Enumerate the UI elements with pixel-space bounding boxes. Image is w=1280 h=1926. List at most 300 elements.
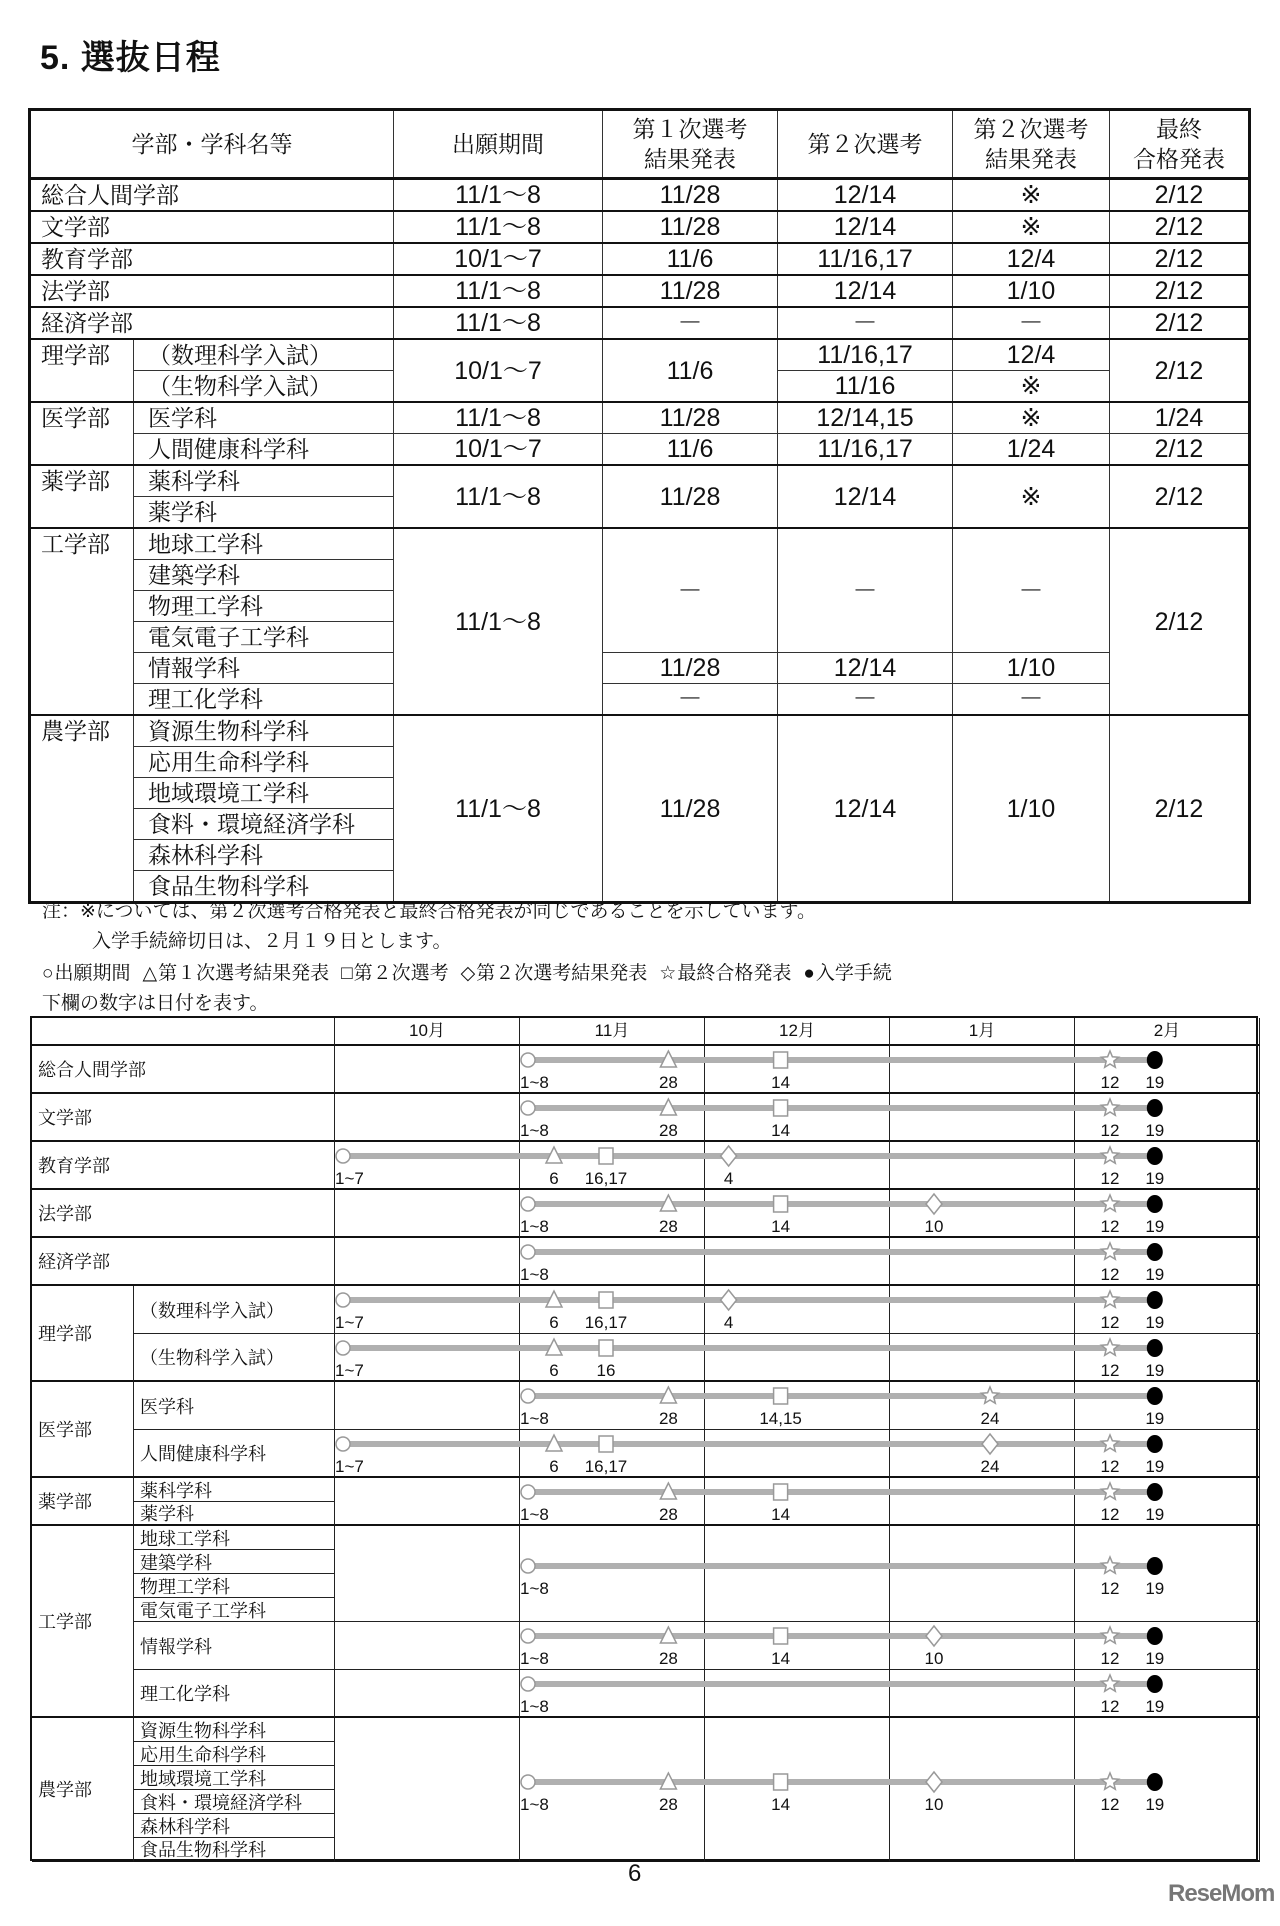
date-label: 19 — [1145, 1579, 1165, 1598]
department-name: 電気電子工学科 — [134, 622, 394, 653]
month-cell — [890, 1430, 1075, 1478]
month-cell — [1075, 1430, 1260, 1478]
date-label: 12 — [1100, 1795, 1120, 1814]
final-cell: 2/12 — [1110, 275, 1250, 307]
department-cell — [134, 1526, 335, 1550]
application-cell: 10/1～7 — [394, 434, 603, 466]
department-name: 情報学科 — [134, 653, 394, 684]
department-cell-label: 建築学科 — [140, 1552, 212, 1573]
department-name: 森林科学科 — [134, 840, 394, 871]
date-label: 12 — [1100, 1073, 1120, 1092]
date-label: 14,15 — [759, 1409, 802, 1428]
month-cell — [520, 1718, 705, 1862]
month-cell — [335, 1142, 520, 1190]
department-cell-label: 薬科学科 — [140, 1480, 212, 1501]
date-label: 6 — [549, 1169, 559, 1188]
table-row — [30, 528, 1250, 560]
date-label: 14 — [771, 1217, 791, 1236]
month-header: 12月 — [705, 1018, 890, 1046]
department-cell-label: 資源生物科学科 — [140, 1720, 266, 1741]
department-cell — [134, 1742, 335, 1766]
final-cell: 2/12 — [1110, 465, 1250, 528]
department-name: （生物科学入試） — [134, 371, 394, 403]
date-label: 10 — [924, 1649, 944, 1668]
month-cell — [1075, 1238, 1260, 1286]
department-cell-label: （数理科学入試） — [140, 1300, 284, 1321]
first-result-cell: 11/6 — [603, 243, 778, 275]
faculty-cell-label: 医学部 — [38, 1420, 92, 1440]
first-result-cell: 11/6 — [603, 434, 778, 466]
table-row — [30, 402, 1250, 434]
month-cell — [890, 1046, 1075, 1094]
faculty-name: 総合人間学部 — [30, 179, 394, 212]
department-cell — [134, 1766, 335, 1790]
month-cell — [705, 1430, 890, 1478]
faculty-cell-label: 教育学部 — [38, 1156, 110, 1176]
date-label: 24 — [980, 1457, 1000, 1476]
second-result-cell: 1/10 — [953, 653, 1110, 684]
second-result-cell: 12/4 — [953, 243, 1110, 275]
final-cell: 2/12 — [1110, 339, 1250, 402]
second-exam-cell: 11/16,17 — [778, 434, 953, 466]
date-label: 6 — [549, 1457, 559, 1476]
department-cell — [134, 1574, 335, 1598]
department-name: 資源生物科学科 — [134, 715, 394, 747]
month-cell — [520, 1286, 705, 1334]
final-cell: 2/12 — [1110, 179, 1250, 212]
second-result-cell: 1/10 — [953, 715, 1110, 903]
month-cell — [890, 1718, 1075, 1862]
month-cell — [890, 1286, 1075, 1334]
date-label: 19 — [1145, 1313, 1165, 1332]
department-cell-label: 情報学科 — [140, 1636, 212, 1657]
month-cell — [520, 1046, 705, 1094]
legend-label: 第２次選考 — [353, 963, 449, 984]
date-label: 1~7 — [335, 1313, 364, 1332]
date-label: 28 — [658, 1409, 678, 1428]
faculty-cell — [32, 1094, 335, 1142]
second-result-cell: 1/10 — [953, 275, 1110, 307]
date-label: 1~8 — [520, 1073, 549, 1092]
faculty-name: 農学部 — [30, 715, 134, 903]
second-result-cell: ※ — [953, 465, 1110, 528]
month-cell — [1075, 1286, 1260, 1334]
table-row — [30, 653, 1250, 684]
department-cell — [134, 1334, 335, 1382]
department-name: 薬科学科 — [134, 465, 394, 497]
month-cell — [335, 1334, 520, 1382]
legend-symbol-icon: △ — [142, 963, 158, 984]
month-cell — [335, 1670, 520, 1718]
month-cell — [1075, 1478, 1260, 1526]
legend-item — [659, 958, 791, 985]
second-exam-cell: 12/14,15 — [778, 402, 953, 434]
application-cell: 11/1～8 — [394, 465, 603, 528]
table-row — [30, 434, 1250, 466]
month-cell — [335, 1094, 520, 1142]
legend — [42, 958, 892, 985]
legend-label: 第１次選考結果発表 — [158, 963, 330, 984]
final-cell: 2/12 — [1110, 307, 1250, 339]
faculty-cell — [32, 1190, 335, 1238]
header-blank — [32, 1018, 335, 1046]
section-title: 5. 選抜日程 — [40, 39, 221, 77]
date-label: 1~7 — [335, 1457, 364, 1476]
second-result-cell: ※ — [953, 371, 1110, 403]
month-cell — [335, 1526, 520, 1622]
department-name: 食品生物科学科 — [134, 871, 394, 903]
date-label: 1~8 — [520, 1795, 549, 1814]
date-label: 4 — [723, 1169, 734, 1188]
faculty-cell — [32, 1238, 335, 1286]
date-label: 1~8 — [520, 1505, 549, 1524]
department-cell-label: 食品生物科学科 — [140, 1840, 266, 1860]
date-label: 12 — [1100, 1265, 1120, 1284]
date-label: 19 — [1145, 1795, 1165, 1814]
first-result-cell: － — [603, 307, 778, 339]
date-label: 12 — [1100, 1505, 1120, 1524]
application-cell: 11/1～8 — [394, 528, 603, 715]
date-label: 28 — [658, 1795, 678, 1814]
faculty-cell-label: 理学部 — [38, 1324, 92, 1344]
month-cell — [705, 1670, 890, 1718]
table-row — [30, 179, 1250, 212]
month-cell — [705, 1286, 890, 1334]
note-deadline: 入学手続締切日は、２月１９日とします。 — [92, 931, 452, 952]
month-cell — [335, 1382, 520, 1430]
final-cell: 2/12 — [1110, 528, 1250, 715]
legend-item — [143, 958, 330, 985]
department-cell — [134, 1718, 335, 1742]
month-cell — [890, 1382, 1075, 1430]
month-cell — [520, 1142, 705, 1190]
month-cell — [520, 1622, 705, 1670]
final-cell: 2/12 — [1110, 211, 1250, 243]
table-row — [30, 307, 1250, 339]
date-label: 12 — [1100, 1169, 1120, 1188]
date-label: 14 — [771, 1505, 791, 1524]
legend-label: 第２次選考結果発表 — [476, 963, 648, 984]
faculty-name: 文学部 — [30, 211, 394, 243]
month-header: 1月 — [890, 1018, 1075, 1046]
timeline-chart — [30, 1016, 1258, 1861]
department-cell-label: 地球工学科 — [140, 1528, 230, 1549]
date-label: 28 — [658, 1073, 678, 1092]
second-exam-cell: 12/14 — [778, 653, 953, 684]
header-second-result: 第２次選考 結果発表 — [953, 110, 1110, 179]
department-cell-label: 電気電子工学科 — [140, 1600, 266, 1621]
second-exam-cell: － — [778, 528, 953, 653]
faculty-cell-label: 法学部 — [38, 1204, 92, 1224]
faculty-cell — [32, 1142, 335, 1190]
month-cell — [520, 1478, 705, 1526]
department-cell-label: 医学科 — [140, 1396, 194, 1417]
month-cell — [705, 1142, 890, 1190]
second-exam-cell: 12/14 — [778, 465, 953, 528]
legend-symbol-icon: ● — [803, 963, 815, 984]
month-cell — [335, 1430, 520, 1478]
department-name: 医学科 — [134, 402, 394, 434]
legend-item — [461, 958, 648, 985]
date-label: 14 — [771, 1649, 791, 1668]
page-number: 6 — [628, 1860, 642, 1887]
legend-item — [803, 958, 892, 985]
faculty-name: 薬学部 — [30, 465, 134, 528]
date-label: 1~8 — [520, 1217, 549, 1236]
legend-label: 出願期間 — [54, 963, 131, 984]
month-cell — [890, 1238, 1075, 1286]
department-cell — [134, 1286, 335, 1334]
month-cell — [335, 1238, 520, 1286]
legend-label: 入学手続 — [815, 963, 892, 984]
month-cell — [1075, 1718, 1260, 1862]
second-exam-cell: 11/16,17 — [778, 339, 953, 371]
first-result-cell: － — [603, 684, 778, 716]
date-label: 12 — [1100, 1361, 1120, 1380]
date-label: 28 — [658, 1121, 678, 1140]
month-cell — [520, 1094, 705, 1142]
month-cell — [335, 1286, 520, 1334]
month-cell — [705, 1718, 890, 1862]
month-cell — [890, 1094, 1075, 1142]
month-header: 2月 — [1075, 1018, 1260, 1046]
month-cell — [520, 1238, 705, 1286]
faculty-cell-label: 薬学部 — [38, 1492, 92, 1512]
legend-symbol-icon: □ — [341, 963, 353, 984]
month-cell — [705, 1094, 890, 1142]
date-label: 16 — [596, 1361, 616, 1380]
application-cell: 11/1～8 — [394, 179, 603, 212]
month-cell — [1075, 1670, 1260, 1718]
date-label: 19 — [1145, 1121, 1165, 1140]
month-cell — [705, 1622, 890, 1670]
department-cell-label: 薬学科 — [140, 1504, 194, 1524]
department-name: 理工化学科 — [134, 684, 394, 716]
date-label: 24 — [980, 1409, 1000, 1428]
faculty-name: 工学部 — [30, 528, 134, 715]
month-cell — [520, 1382, 705, 1430]
month-cell — [335, 1718, 520, 1862]
first-result-cell: 11/28 — [603, 653, 778, 684]
second-exam-cell: 11/16,17 — [778, 243, 953, 275]
date-label: 28 — [658, 1217, 678, 1236]
department-name: 人間健康科学科 — [134, 434, 394, 466]
month-cell — [520, 1526, 705, 1622]
faculty-cell-label: 経済学部 — [38, 1252, 110, 1272]
header-second-exam: 第２次選考 — [778, 110, 953, 179]
faculty-cell — [32, 1718, 134, 1862]
department-cell-label: （生物科学入試） — [140, 1348, 284, 1368]
department-cell — [134, 1838, 335, 1862]
first-result-cell: 11/28 — [603, 211, 778, 243]
faculty-name: 法学部 — [30, 275, 394, 307]
date-label: 12 — [1100, 1579, 1120, 1598]
date-label: 4 — [723, 1313, 734, 1332]
legend-symbol-icon: ☆ — [659, 963, 677, 984]
second-result-cell: － — [953, 307, 1110, 339]
second-exam-cell: 12/14 — [778, 179, 953, 212]
department-name: 物理工学科 — [134, 591, 394, 622]
second-exam-cell: － — [778, 684, 953, 716]
application-cell: 11/1～8 — [394, 402, 603, 434]
date-label: 19 — [1145, 1457, 1165, 1476]
date-label: 28 — [658, 1505, 678, 1524]
faculty-cell — [32, 1526, 134, 1718]
department-name: （数理科学入試） — [134, 339, 394, 371]
header-first-result: 第１次選考 結果発表 — [603, 110, 778, 179]
date-label: 19 — [1145, 1169, 1165, 1188]
month-cell — [1075, 1382, 1260, 1430]
month-cell — [520, 1190, 705, 1238]
application-cell: 11/1～8 — [394, 275, 603, 307]
date-label: 16,17 — [584, 1457, 628, 1476]
faculty-name: 経済学部 — [30, 307, 394, 339]
month-cell — [1075, 1190, 1260, 1238]
second-result-cell: － — [953, 528, 1110, 653]
faculty-cell — [32, 1478, 134, 1526]
first-result-cell: － — [603, 528, 778, 653]
department-name: 地域環境工学科 — [134, 778, 394, 809]
date-label: 14 — [771, 1795, 791, 1814]
faculty-name: 教育学部 — [30, 243, 394, 275]
note-asterisk: 注：※については、第２次選考合格発表と最終合格発表が同じであることを示しています。 — [42, 901, 817, 922]
legend-item — [341, 958, 449, 985]
date-label: 1~8 — [520, 1121, 549, 1140]
date-label: 1~8 — [520, 1649, 549, 1668]
month-cell — [890, 1142, 1075, 1190]
department-cell — [134, 1670, 335, 1718]
month-cell — [705, 1334, 890, 1382]
date-label: 12 — [1100, 1457, 1120, 1476]
department-name: 食料・環境経済学科 — [134, 809, 394, 840]
first-result-cell: 11/28 — [603, 179, 778, 212]
second-result-cell: ※ — [953, 179, 1110, 212]
month-cell — [890, 1670, 1075, 1718]
date-label: 1~8 — [520, 1265, 549, 1284]
month-cell — [1075, 1622, 1260, 1670]
date-label: 1~8 — [520, 1697, 549, 1716]
date-label: 1~8 — [520, 1409, 549, 1428]
department-cell-label: 食料・環境経済学科 — [140, 1792, 302, 1813]
date-label: 6 — [549, 1313, 559, 1332]
month-cell — [705, 1238, 890, 1286]
date-label: 12 — [1100, 1697, 1120, 1716]
department-cell — [134, 1598, 335, 1622]
date-label: 1~8 — [520, 1579, 549, 1598]
month-cell — [1075, 1334, 1260, 1382]
date-label: 10 — [924, 1795, 944, 1814]
month-cell — [1075, 1142, 1260, 1190]
month-cell — [890, 1334, 1075, 1382]
month-cell — [705, 1382, 890, 1430]
second-exam-cell: 12/14 — [778, 715, 953, 903]
second-exam-cell: 12/14 — [778, 275, 953, 307]
first-result-cell: 11/6 — [603, 339, 778, 402]
faculty-cell-label: 文学部 — [38, 1108, 92, 1128]
department-cell — [134, 1502, 335, 1526]
month-cell — [335, 1478, 520, 1526]
faculty-cell-label: 工学部 — [38, 1612, 92, 1632]
date-label: 14 — [771, 1073, 791, 1092]
table-row — [30, 684, 1250, 716]
month-cell — [1075, 1094, 1260, 1142]
department-cell-label: 物理工学科 — [140, 1576, 230, 1597]
date-label: 16,17 — [584, 1313, 628, 1332]
table-row — [30, 465, 1250, 497]
header-faculty: 学部・学科名等 — [30, 110, 394, 179]
department-cell — [134, 1382, 335, 1430]
month-cell — [890, 1190, 1075, 1238]
month-cell — [520, 1430, 705, 1478]
department-cell — [134, 1550, 335, 1574]
second-result-cell: 12/4 — [953, 339, 1110, 371]
application-cell: 11/1～8 — [394, 715, 603, 903]
date-label: 19 — [1145, 1505, 1165, 1524]
final-cell: 1/24 — [1110, 402, 1250, 434]
date-label: 19 — [1145, 1361, 1165, 1380]
faculty-cell — [32, 1286, 134, 1382]
department-name: 建築学科 — [134, 560, 394, 591]
date-label: 10 — [924, 1217, 944, 1236]
faculty-cell — [32, 1046, 335, 1094]
month-cell — [335, 1190, 520, 1238]
date-label: 19 — [1145, 1073, 1165, 1092]
date-label: 28 — [658, 1649, 678, 1668]
month-cell — [705, 1046, 890, 1094]
faculty-cell-label: 農学部 — [38, 1780, 92, 1800]
first-result-cell: 11/28 — [603, 275, 778, 307]
department-cell — [134, 1430, 335, 1478]
month-cell — [520, 1334, 705, 1382]
legend-label: 最終合格発表 — [677, 963, 792, 984]
department-cell — [134, 1790, 335, 1814]
final-cell: 2/12 — [1110, 243, 1250, 275]
legend-symbol-icon: ◇ — [460, 963, 476, 984]
date-label: 19 — [1145, 1649, 1165, 1668]
second-result-cell: ※ — [953, 211, 1110, 243]
month-cell — [705, 1478, 890, 1526]
date-label: 16,17 — [584, 1169, 628, 1188]
final-cell: 2/12 — [1110, 434, 1250, 466]
date-label: 19 — [1145, 1697, 1165, 1716]
header-final: 最終 合格発表 — [1110, 110, 1250, 179]
department-cell-label: 地域環境工学科 — [140, 1768, 266, 1789]
legend-symbol-icon: ○ — [42, 963, 54, 984]
second-exam-cell: 12/14 — [778, 211, 953, 243]
table-row — [30, 211, 1250, 243]
department-name: 薬学科 — [134, 497, 394, 529]
month-cell — [890, 1526, 1075, 1622]
department-cell — [134, 1478, 335, 1502]
header-application: 出願期間 — [394, 110, 603, 179]
legend-item — [42, 958, 131, 985]
month-cell — [890, 1478, 1075, 1526]
department-cell-label: 応用生命科学科 — [140, 1744, 266, 1765]
date-label: 19 — [1145, 1409, 1165, 1428]
faculty-cell — [32, 1382, 134, 1478]
month-cell — [705, 1526, 890, 1622]
first-result-cell: 11/28 — [603, 402, 778, 434]
faculty-cell-label: 総合人間学部 — [38, 1060, 146, 1080]
month-header: 11月 — [520, 1018, 705, 1046]
date-label: 12 — [1100, 1121, 1120, 1140]
date-label: 1~7 — [335, 1169, 364, 1188]
department-cell-label: 人間健康科学科 — [140, 1444, 266, 1464]
schedule-table — [28, 108, 1251, 904]
department-cell-label: 理工化学科 — [140, 1684, 230, 1704]
month-cell — [705, 1190, 890, 1238]
department-cell-label: 森林科学科 — [140, 1816, 230, 1837]
